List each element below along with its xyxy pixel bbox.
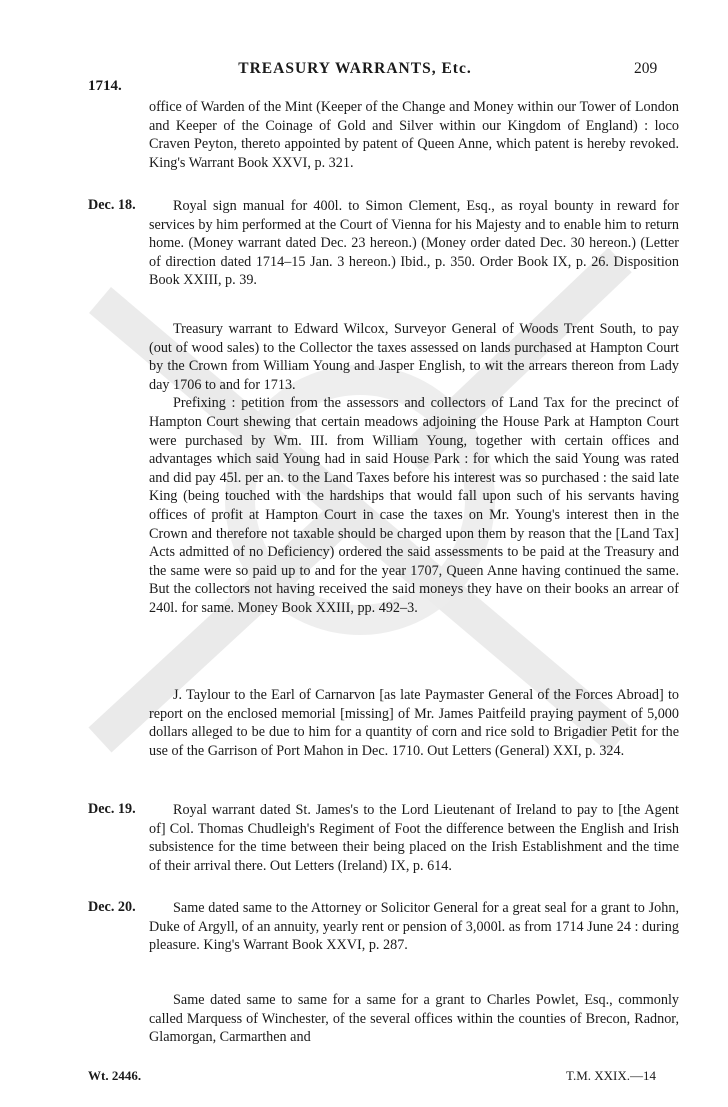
header-year: 1714.	[88, 78, 122, 94]
entry-date: Dec. 18.	[88, 197, 136, 213]
entry-argyll	[149, 899, 679, 955]
entry-continuation	[149, 98, 679, 172]
entry-text: Same dated same to same for a same for a grant to Charles Powlet, Esq., commonly called Marquess of Winchester, of the several offices within the counties of Brecon, Radnor, Glamorgan, Carmarthen and	[149, 992, 679, 1046]
entry-date: Dec. 19.	[88, 801, 136, 817]
entry-text: Royal warrant dated St. James's to the Lord Lieutenant of Ireland to pay to [the Agent of] Col. Thomas Chudleigh's Regiment of Foot the difference between the English and Irish subsistence for the time between their being placed on the Irish Establishment and the time of their arrival there. Out Letters (Ireland) IX, p. 614.	[149, 802, 679, 874]
entry-clement	[149, 197, 679, 290]
footer-right: T.M. XXIX.—14	[566, 1068, 657, 1083]
entry-chudleigh	[149, 801, 679, 875]
entry-text: J. Taylour to the Earl of Carnarvon [as late Paymaster General of the Forces Abroad] to report on the enclosed memorial [missing] of Mr. James Paitfeild praying payment of 5,000 dollars alleged to be due to him for a quantity of corn and rice sold to Brigadier Petit for the use of the Garrison of Port Mahon in Dec. 1710. Out Letters (General) XXI, p. 324.	[149, 687, 679, 759]
entry-text: office of Warden of the Mint (Keeper of the Change and Money within our Tower of London and Keeper of the Coinage of Gold and Silver within our Kingdom of England) : loco Craven Peyton, thereto appointed by patent of Queen Anne, which patent is hereby revoked. King's Warrant Book XXVI, p. 321.	[149, 99, 679, 171]
entry-taylour	[149, 686, 679, 760]
entry-powlet	[149, 991, 679, 1047]
header-title: TREASURY WARRANTS, Etc.	[238, 60, 472, 77]
entry-prefixing: Prefixing : petition from the assessors and collectors of Land Tax for the precinct of Hampton Court shewing that certain meadows adjoining the House Park at Hampton Court were purchased by Wm. III. from William Young, together with certain offices and advantages which said Young had in said House Park : for which the said Young was rated and did pay 45l. per an. to the Land Taxes before his interest was so purchased : the said late King (being touched with the hardships that would fall upon such of his servants having offices of profit at Hampton Court in case the taxes on Mr. Young's interest then in the Crown and therefore not taxable should be charged upon them by reason that the [Land Tax] Acts admitted of no Deficiency) ordered the said assessments to be paid at the Treasury and the same were so paid up to and for the year 1707, Queen Anne having continued the same. But the collectors not having received the said moneys they have on their books an arrear of 240l. for same. Money Book XXIII, pp. 492–3.	[149, 395, 679, 616]
entry-date: Dec. 20.	[88, 899, 136, 915]
page-number: 209	[634, 60, 658, 77]
entry-wilcox	[149, 320, 679, 618]
entry-text: Treasury warrant to Edward Wilcox, Surveyor General of Woods Trent South, to pay (out of wood sales) to the Collector the taxes assessed on lands purchased at Hampton Court by the Crown from William Young and Jasper English, to wit the arrears thereon from Lady day 1706 to and for 1713.	[149, 321, 679, 393]
footer-left: Wt. 2446.	[88, 1068, 142, 1083]
entry-text: Royal sign manual for 400l. to Simon Clement, Esq., as royal bounty in reward for services by him performed at the Court of Vienna for his Majesty and to enable him to return home. (Money warrant dated Dec. 23 hereon.) (Money order dated Dec. 30 hereon.) (Letter of direction dated 1714–15 Jan. 3 hereon.) Ibid., p. 350. Order Book IX, p. 26. Disposition Book XXIII, p. 39.	[149, 198, 679, 289]
entry-text: Same dated same to the Attorney or Solicitor General for a great seal for a grant to John, Duke of Argyll, of an annuity, yearly rent or pension of 3,000l. as from 1714 June 24 : during pleasure. King's Warrant Book XXVI, p. 287.	[149, 900, 679, 954]
